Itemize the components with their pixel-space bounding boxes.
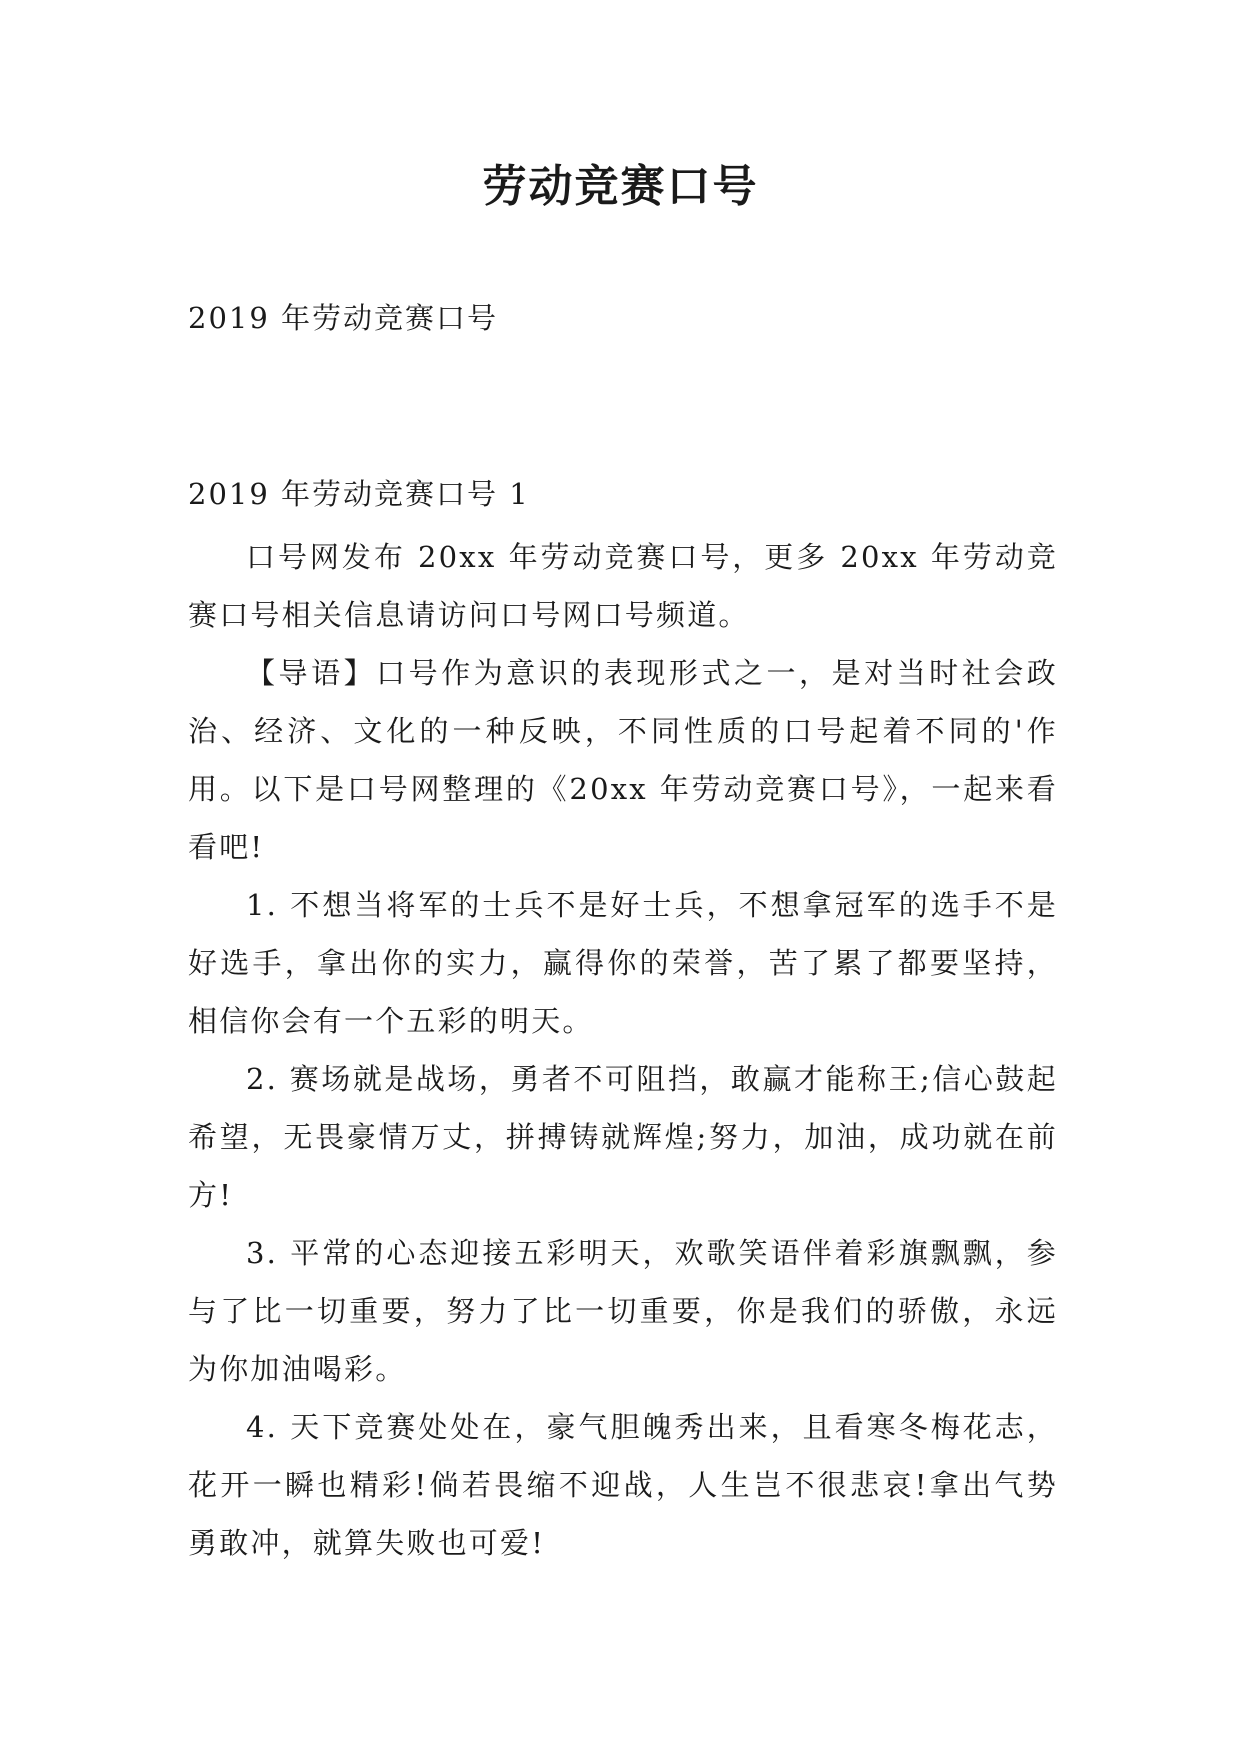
document-subtitle: 2019 年劳动竞赛口号 bbox=[188, 301, 499, 335]
document-body bbox=[188, 528, 1058, 1572]
document-title: 劳动竞赛口号 bbox=[482, 161, 759, 212]
paragraph-guide: 【导语】口号作为意识的表现形式之一，是对当时社会政治、经济、文化的一种反映，不同性质的口号起着不同的'作用。以下是口号网整理的《20xx 年劳动竞赛口号》，一起来看看吧! bbox=[188, 656, 1058, 864]
section-heading: 2019 年劳动竞赛口号 1 bbox=[188, 477, 530, 511]
slogan-item-4: 4. 天下竞赛处处在，豪气胆魄秀出来，且看寒冬梅花志，花开一瞬也精彩!倘若畏缩不迎战，人生岂不很悲哀!拿出气势勇敢冲，就算失败也可爱! bbox=[188, 1410, 1058, 1560]
slogan-item-1: 1. 不想当将军的士兵不是好士兵，不想拿冠军的选手不是好选手，拿出你的实力，赢得你的荣誉，苦了累了都要坚持，相信你会有一个五彩的明天。 bbox=[188, 888, 1058, 1038]
paragraph-intro: 口号网发布 20xx 年劳动竞赛口号，更多 20xx 年劳动竞赛口号相关信息请访问口号网口号频道。 bbox=[188, 540, 1058, 632]
slogan-item-3: 3. 平常的心态迎接五彩明天，欢歌笑语伴着彩旗飘飘，参与了比一切重要，努力了比一切重要，你是我们的骄傲，永远为你加油喝彩。 bbox=[188, 1236, 1058, 1386]
slogan-item-2: 2. 赛场就是战场，勇者不可阻挡，敢赢才能称王;信心鼓起希望，无畏豪情万丈，拼搏铸就辉煌;努力，加油，成功就在前方! bbox=[188, 1062, 1058, 1212]
